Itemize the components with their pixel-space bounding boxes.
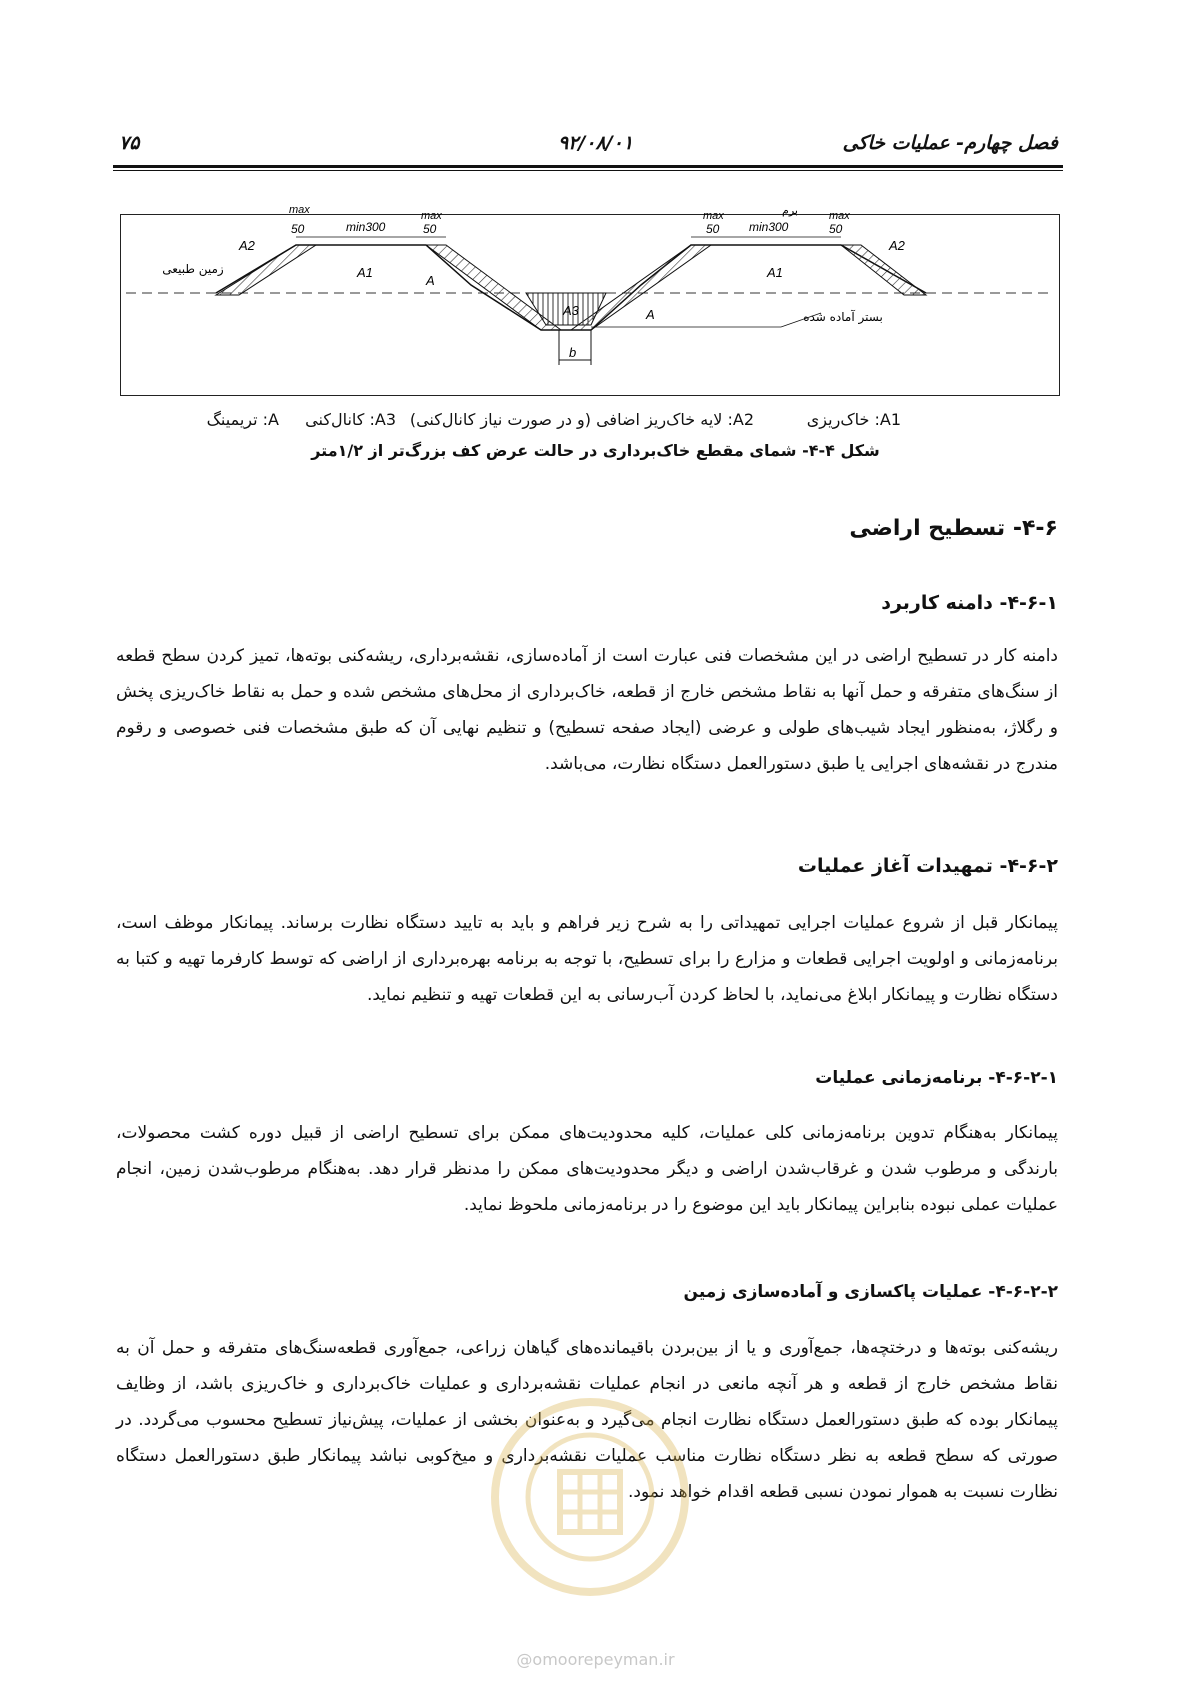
label-a3: A3	[563, 303, 579, 318]
legend-a1: A1: خاک‌ریزی	[806, 410, 901, 429]
legend-a: A: تریمینگ	[206, 410, 279, 429]
label-b: b	[569, 345, 577, 360]
label-50-2: 50	[423, 222, 437, 236]
legend-a2: A2: لایه خاک‌ریز اضافی (و در صورت نیاز کانال‌کنی)	[409, 410, 754, 429]
chapter-title: فصل چهارم- عملیات خاکی	[842, 132, 1058, 154]
header-rule	[113, 165, 1063, 168]
label-max-2: max	[421, 210, 442, 222]
section-4-6-2-1-title: ۴-۶-۲-۱- برنامه‌زمانی عملیات	[815, 1068, 1058, 1088]
right-a2-layer	[841, 245, 926, 295]
left-a2-layer	[216, 245, 316, 295]
label-min300-2: min300	[749, 220, 789, 234]
label-min300-1: min300	[346, 220, 386, 234]
label-50-1: 50	[291, 222, 305, 236]
label-a-left: A	[426, 273, 435, 288]
cross-section-drawing	[121, 204, 1059, 395]
page-number: ۷۵	[119, 132, 140, 154]
label-50-3: 50	[706, 222, 720, 236]
label-berm: برم	[782, 204, 798, 217]
section-4-6-title: ۴-۶- تسطیح اراضی	[849, 516, 1058, 541]
label-a2-left: A2	[239, 238, 255, 253]
label-max-3: max	[703, 210, 724, 222]
section-4-6-2-1-text: پیمانکار به‌هنگام تدوین برنامه‌زمانی کلی عملیات، کلیه محدودیت‌های ممکن برای تسطیح اراضی از قبیل دوره کشت محصولات، بارندگی و مرطوب شدن و غرقاب‌شدن اراضی و دیگر محدودیت‌های ممکن را مدنظر قرار دهد. به‌هنگام مرطوب‌شدن زمین، انجام عملیات عملی نبوده بنابراین پیمانکار باید این موضوع را در برنامه‌زمانی ملحوظ نماید.	[116, 1123, 1058, 1215]
watermark-url: @omoorepeyman.ir	[516, 1650, 675, 1669]
header-rule-thin	[113, 170, 1063, 171]
label-prepared-bed: بستر آماده شده	[803, 310, 883, 324]
label-a-right: A	[646, 307, 655, 322]
label-natural-ground: زمین طبیعی	[162, 262, 224, 276]
legend-a3: A3: کانال‌کنی	[305, 410, 396, 429]
section-4-6-1-title: ۴-۶-۱- دامنه کاربرد	[881, 592, 1058, 614]
section-4-6-2-2-text: ریشه‌کنی بوته‌ها و درختچه‌ها، جمع‌آوری و یا از بین‌بردن باقیمانده‌های گیاهان زراعی، جمع‌آوری قطعه‌سنگ‌های متفرقه و حمل آن به نقاط مشخص خارج از قطعه و هر آنچه مانعی در انجام عملیات نقشه‌برداری و عملیات خاک‌برداری و خاک‌ریزی باشد، از وظایف پیمانکار بوده که طبق دستورالعمل دستگاه نظارت انجام می‌گیرد و به‌عنوان بخشی از عملیات، پیش‌نیاز تسطیح محسوب می‌گردد. در صورتی که سطح قطعه به نظر دستگاه نظارت مناسب عملیات نقشه‌برداری و میخ‌کوبی نباشد پیمانکار طبق دستورالعمل دستگاه نظارت نسبت به هموار نمودن نسبی قطعه اقدام خواهد نمود.	[116, 1338, 1058, 1502]
figure-caption: شکل ۴-۴- شمای مقطع خاک‌برداری در حالت عرض کف بزرگ‌تر از ۱/۲متر	[311, 441, 880, 460]
cross-section-figure	[120, 204, 1060, 396]
section-4-6-1-text: دامنه کار در تسطیح اراضی در این مشخصات فنی عبارت است از آماده‌سازی، نقشه‌برداری، ریشه‌کنی بوته‌ها، تمیز کردن سطح قطعه از سنگ‌های متفرقه و حمل آنها به نقاط مشخص خارج از قطعه، خاک‌برداری از محل‌های مشخص شده و حمل به نقاط خاک‌ریزی پخش و رگلاژ، به‌منظور ایجاد شیب‌های طولی و عرضی (ایجاد صفحه تسطیح) و تنظیم نهایی آن که طبق مشخصات فنی خصوصی و رقوم مندرج در نقشه‌های اجرایی یا طبق دستورالعمل دستگاه نظارت، می‌باشد.	[116, 646, 1058, 774]
label-a1-left: A1	[357, 265, 373, 280]
label-a1-right: A1	[767, 265, 783, 280]
header-date: ۹۲/۰۸/۰۱	[557, 132, 634, 154]
label-a2-right: A2	[889, 238, 905, 253]
label-max-1: max	[289, 204, 310, 216]
label-50-4: 50	[829, 222, 843, 236]
section-4-6-2-title: ۴-۶-۲- تمهیدات آغاز عملیات	[797, 855, 1058, 877]
section-4-6-2-2-title: ۴-۶-۲-۲- عملیات پاکسازی و آماده‌سازی زمین	[683, 1282, 1058, 1302]
label-max-4: max	[829, 210, 850, 222]
section-4-6-2-text: پیمانکار قبل از شروع عملیات اجرایی تمهیداتی را به شرح زیر فراهم و باید به تایید دستگاه نظارت برساند. پیمانکار موظف است، برنامه‌زمانی و اولویت اجرایی قطعات و مزارع را برای تسطیح، با توجه به برنامه بهره‌برداری از اراضی که توسط کارفرما تهیه و کتبا به دستگاه نظارت و پیمانکار ابلاغ می‌نماید، با لحاظ کردن آب‌رسانی به این قطعات تهیه و تنظیم نماید.	[116, 913, 1058, 1005]
